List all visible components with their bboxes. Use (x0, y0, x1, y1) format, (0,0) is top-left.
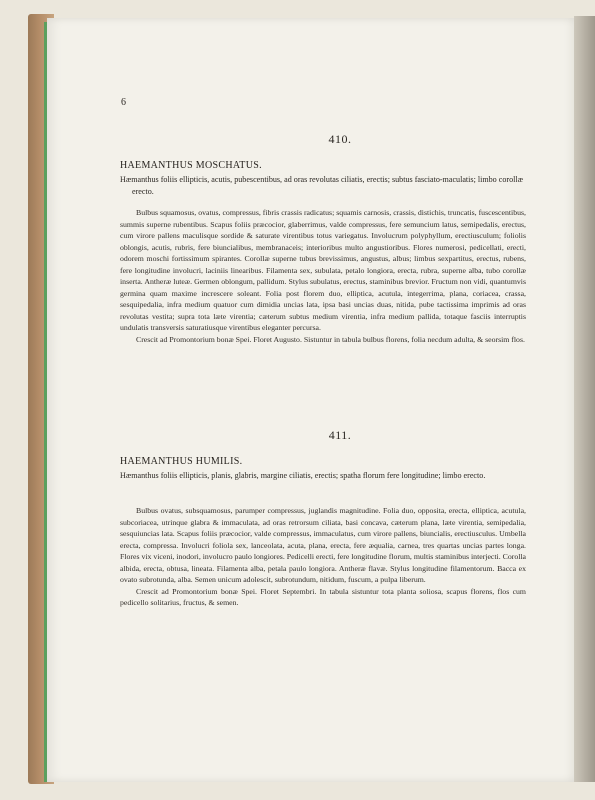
habitat-paragraph: Crescit ad Promontorium bonæ Spei. Floret Augusto. Sistuntur in tabula bulbus florens, folia necdum adulta, & seorsim flos. (136, 334, 525, 344)
description-paragraph: Bulbus squamosus, ovatus, compressus, fibris crassis radicatus; squamis carnosis, crassis, distichis, truncatis, fuscescentibus, summis superne rubentibus. Scapus foliis præcocior, glaberrimus, valde compressus, fere semuncium latus, semipedalis, erectus, cum virore pallens maculisque sordide & saturate virentibus totus variegatus. Involucrum polyphyllum, erectiusculum; foliolis oblongis, acutis, rubris, fere biuncialibus, membranaceis; interioribus multo angustioribus. Flores numerosi, pedicellati, erecti, odorem moschi fortissimum spirantes. Corollæ superne tubus brevissimus, angustus, albus; limbus sexpartitus, erectus, rubens, fere longitudine involucri, laciniis linearibus. Filamenta sex, subulata, petalo longiora, erecta, rubra, superne alba, tubo corollæ inserta. Antheræ luteæ. Germen oblongum, pallidum. Stylus subulatus, erectus, staminibus brevior. Fructum non vidi, quantumvis germina quam maxime increscere soleant. Folia post florem duo, elliptica, acutula, integerrima, plana, coriacea, crassa, sesquipedalia, infra medium quatuor cum dimidia uncias lata, ipsa basi uncias duas, nitida, pube tactissima imprimis ad oras revolutas vestita; supra tota læte virentia; cæterum subtus medium virentia, infra medium pallida, totaque fasciis interruptis undulatis transversis saturatiusque virentibus eleganter percursa. (120, 208, 526, 332)
habitat-paragraph: Crescit ad Promontorium bonæ Spei. Floret Septembri. In tabula sistuntur tota planta soliosa, scapus florens, flos cum pedicello solitarius, fructus, & semen. (120, 586, 526, 607)
plate-number-410: 410. (328, 132, 352, 146)
diagnosis-humilis: Hæmanthus foliis ellipticis, planis, glabris, margine ciliatis, erectis; spatha florum fere longitudine; limbo erecto. (120, 471, 486, 480)
diagnosis-moschatus: Hæmanthus foliis ellipticis, acutis, pubescentibus, ad oras revolutas ciliatis, erectis; subtus fasciato-maculatis; limbo corollæ erecto. (120, 175, 524, 196)
page-number: 6 (121, 97, 126, 108)
species-title-humilis: HAEMANTHUS HUMILIS. (120, 456, 243, 467)
description-paragraph: Bulbus ovatus, subsquamosus, parumper compressus, juglandis magnitudine. Folia duo, opposita, erecta, elliptica, acutula, subcoriacea, utrinque glabra & immaculata, ad oras retrorsum ciliata, basi concava, cæterum plana, læte virentia, semipedalia, sesquiuncias lata. Scapus foliis præcocior, valde compressus, immaculatus, cum virore pallens, biuncialis, erectiusculus. Umbella erecta, compressa. Involucri foliola sex, lanceolata, acuta, plana, erecta, fere æqualia, carnea, tres quartas uncias partes longa. Flores vix viceni, inodori, involucro paulo longiores. Pedicelli erecti, fere longitudine florum, multis staminibus interjecti. Corolla albida, erecta, obtusa, lineata. Filamenta alba, petala paulo longiora. Antheræ flavæ. Stylus longitudine filamentorum. Bacca ex ovato subrotunda, alba. Semen unicum adolescit, subrotundum, nitidum, fuscum, a pulpa liberum. (120, 506, 527, 584)
description-humilis (120, 505, 526, 609)
plate-number-411: 411. (328, 428, 352, 442)
description-moschatus (120, 207, 526, 345)
species-title-moschatus: HAEMANTHUS MOSCHATUS. (120, 160, 262, 171)
binding-board-right (574, 16, 595, 782)
